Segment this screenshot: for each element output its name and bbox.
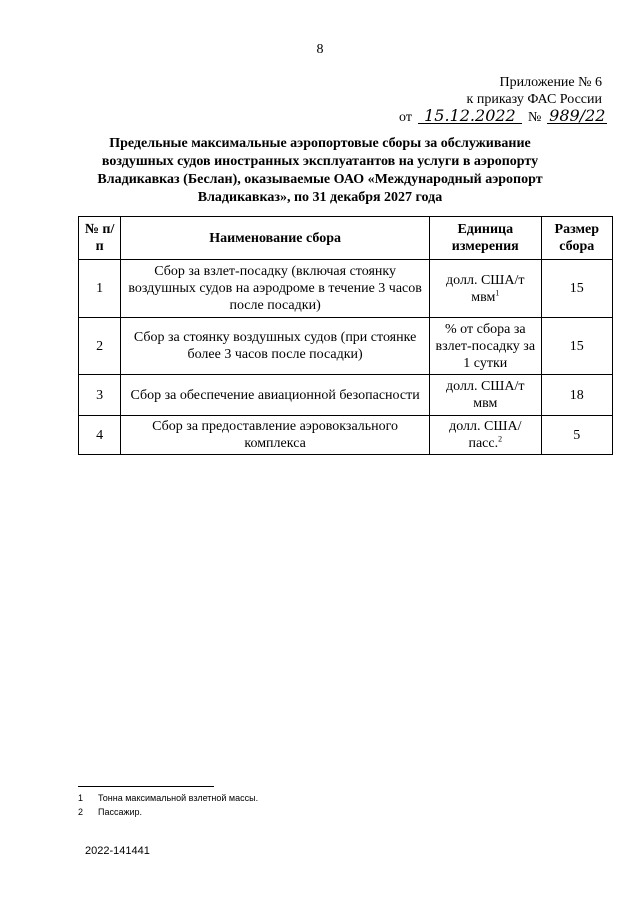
footnote xyxy=(78,791,258,805)
header-unit: Единица измерения xyxy=(429,217,541,260)
footnote-separator xyxy=(78,786,214,787)
fee-name: Сбор за стоянку воздушных судов (при стоянке более 3 часов после посадки) xyxy=(121,318,430,375)
footnote-text: Тонна максимальной взлетной массы. xyxy=(98,793,259,803)
table-row xyxy=(79,375,613,416)
footnotes xyxy=(78,791,258,819)
unit-text: долл. США/пасс. xyxy=(449,419,522,451)
from-label: от xyxy=(399,110,412,125)
appendix-header xyxy=(467,74,602,108)
fee-unit xyxy=(429,416,541,455)
number-label: № xyxy=(527,110,542,125)
footnote-ref: 2 xyxy=(498,434,503,444)
fee-size: 5 xyxy=(541,416,612,455)
footnote-number: 1 xyxy=(78,793,84,803)
footnote-text: Пассажир. xyxy=(98,807,143,817)
footnote xyxy=(78,805,258,819)
fee-name: Сбор за предоставление аэровокзального комплекса xyxy=(121,416,430,455)
footnote-number: 2 xyxy=(78,807,84,817)
order-date-number xyxy=(399,108,607,126)
table-row xyxy=(79,260,613,318)
fee-unit: долл. США/т мвм xyxy=(429,375,541,416)
fee-unit xyxy=(429,260,541,318)
header-fee-name: Наименование сбора xyxy=(121,217,430,260)
document-title: Предельные максимальные аэропортовые сборы за обслуживание воздушных судов иностранных эксплуатантов на услуги в аэропорту Владикавказ (Беслан), оказываемые ОАО «Международный аэропорт Владикавказ», по 31 декабря 2027 года xyxy=(97,136,543,205)
handwritten-number: 989/22 xyxy=(549,106,606,125)
page-number: 8 xyxy=(316,42,324,57)
fees-table xyxy=(78,216,613,455)
appendix-line: Приложение № 6 xyxy=(499,75,602,90)
fee-size: 18 xyxy=(541,375,612,416)
fee-size: 15 xyxy=(541,260,612,318)
fee-name: Сбор за взлет-посадку (включая стоянку воздушных судов на аэродроме в течение 3 часов после посадки) xyxy=(121,260,430,318)
handwritten-date: 15.12.2022 xyxy=(418,108,522,124)
document-code: 2022-141441 xyxy=(85,845,150,857)
row-number: 2 xyxy=(79,318,121,375)
footnote-ref: 1 xyxy=(495,287,500,297)
table-row xyxy=(79,318,613,375)
table-header-row xyxy=(79,217,613,260)
fee-size: 15 xyxy=(541,318,612,375)
row-number: 3 xyxy=(79,375,121,416)
row-number: 1 xyxy=(79,260,121,318)
header-number: № п/п xyxy=(79,217,121,260)
unit-text: долл. США/т мвм xyxy=(446,272,525,305)
fee-name: Сбор за обеспечение авиационной безопасности xyxy=(121,375,430,416)
appendix-order-ref: к приказу ФАС России xyxy=(466,92,602,107)
table-row xyxy=(79,416,613,455)
row-number: 4 xyxy=(79,416,121,455)
fee-unit: % от сбора за взлет-посадку за 1 сутки xyxy=(429,318,541,375)
header-size: Размер сбора xyxy=(541,217,612,260)
